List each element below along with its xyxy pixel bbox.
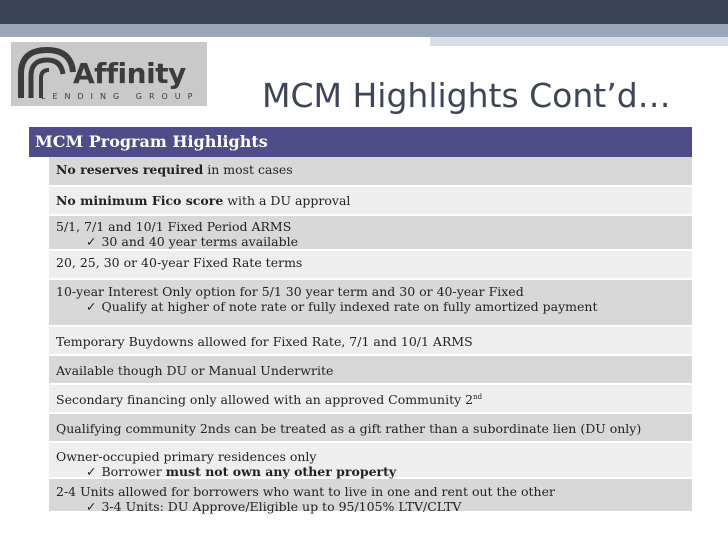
row-text: in most cases	[203, 162, 293, 177]
row-subpoint	[56, 299, 692, 314]
row-subpoint-bold: must not own any other property	[165, 464, 397, 479]
checkmark-icon: ✓	[86, 464, 97, 479]
row-subpoint	[56, 234, 692, 249]
table-row	[49, 280, 692, 327]
row-superscript: nd	[473, 392, 483, 401]
row-text: with a DU approval	[223, 193, 351, 208]
row-bold-text: No reserves required	[56, 162, 204, 177]
table-row	[49, 251, 692, 280]
table-row	[49, 157, 692, 187]
top-band-accent-light	[430, 37, 728, 46]
table-row	[49, 443, 692, 479]
logo-subtitle: LENDING GROUP	[41, 92, 200, 101]
row-text: Qualifying community 2nds can be treated as a gift rather than a subordinate lien (DU only)	[56, 421, 642, 436]
table-row	[49, 216, 692, 251]
row-subpoint-text: 30 and 40 year terms available	[101, 234, 299, 249]
affinity-logo	[11, 42, 207, 106]
table-row	[49, 356, 692, 385]
row-subpoint-text: Borrower	[101, 464, 166, 479]
top-band-accent	[0, 24, 728, 37]
row-subpoint-text: Qualify at higher of note rate or fully indexed rate on fully amortized payment	[101, 299, 598, 314]
row-text: 5/1, 7/1 and 10/1 Fixed Period ARMS	[56, 219, 292, 234]
row-text: Secondary financing only allowed with an approved Community 2	[56, 392, 474, 407]
checkmark-icon: ✓	[86, 499, 97, 514]
row-bold-text: No minimum Fico score	[56, 193, 224, 208]
row-subpoint	[56, 499, 692, 514]
row-text: 10-year Interest Only option for 5/1 30 year term and 30 or 40-year Fixed	[56, 284, 524, 299]
table-row	[49, 414, 692, 443]
table-row	[49, 327, 692, 356]
row-text: 20, 25, 30 or 40-year Fixed Rate terms	[56, 255, 303, 270]
row-subpoint	[56, 464, 692, 479]
table-row	[49, 187, 692, 216]
slide-title: MCM Highlights Cont’d…	[262, 76, 671, 115]
row-text: Temporary Buydowns allowed for Fixed Rate, 7/1 and 10/1 ARMS	[56, 334, 473, 349]
row-text: 2-4 Units allowed for borrowers who want to live in one and rent out the other	[56, 484, 555, 499]
row-text: Owner-occupied primary residences only	[56, 449, 317, 464]
row-text: Available though DU or Manual Underwrite	[56, 363, 334, 378]
top-band	[0, 0, 728, 24]
logo-wordmark: Affinity	[73, 57, 186, 90]
table-row	[49, 385, 692, 414]
row-subpoint-text: 3-4 Units: DU Approve/Eligible up to 95/105% LTV/CLTV	[101, 499, 462, 514]
table-row	[49, 479, 692, 513]
checkmark-icon: ✓	[86, 299, 97, 314]
checkmark-icon: ✓	[86, 234, 97, 249]
highlights-table	[32, 127, 692, 513]
table-heading: MCM Program Highlights	[29, 127, 692, 157]
